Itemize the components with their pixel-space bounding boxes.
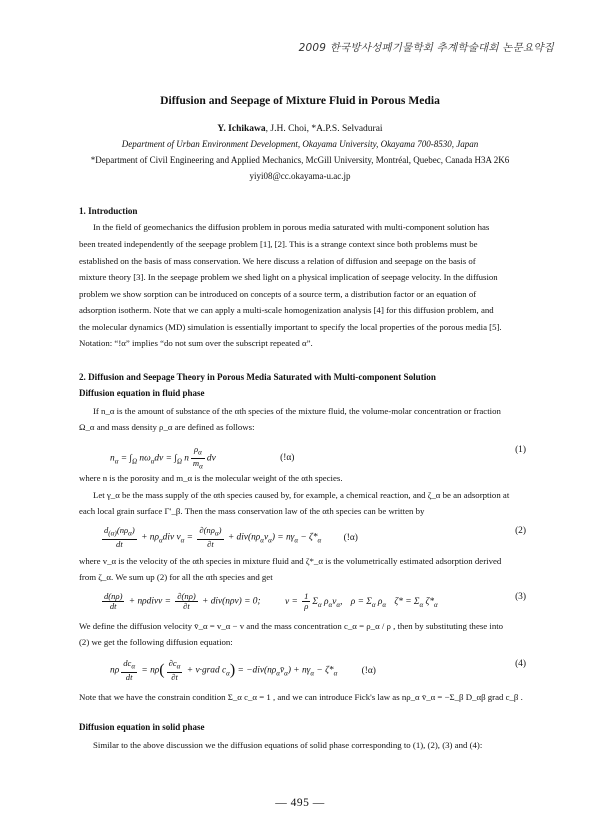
equation-4-number: (4) <box>515 659 526 669</box>
body-line: We define the diffusion velocity v̄_α = v_α − v and the mass concentration c_α = ρ_α / ρ , then by substituting these into <box>79 621 504 631</box>
solid-phase-subheading: Diffusion equation in solid phase <box>79 722 205 732</box>
section-2-heading: 2. Diffusion and Seepage Theory in Porous Media Saturated with Multi-component Solution <box>79 372 436 382</box>
affiliation-1: Department of Urban Environment Development, Okayama University, Okayama 700-8530, Japan <box>121 139 479 149</box>
equation-4-note: (!α) <box>361 665 376 676</box>
author-line <box>0 124 600 134</box>
intro-line: adsorption isotherm. Note that we can apply a multi-scale homogenization analysis [4] for this diffusion problem, and <box>79 305 494 315</box>
equation-1 <box>110 441 526 471</box>
body-line: from ζ_α. We sum up (2) for all the αth species and get <box>79 572 273 582</box>
body-line: where v_α is the velocity of the αth species in mixture fluid and ζ*_α is the volumetrically estimated adsorption derived <box>79 556 502 566</box>
equation-2-body: $\frac{d_{(\alpha)}(n\rho_\alpha)}{dt}$ + $n\rho_\alpha div$ $v_\alpha$ = $\frac{\partial(n\rho_\alpha)}{\partial t}$ + $div(n\rho_\alpha v_\alpha) = n\gamma_\alpha - \zeta*_\alpha$ (!α) <box>104 525 358 549</box>
proceedings-header: 2009 한국방사성폐기물학회 추계학술대회 논문요약집 <box>298 42 554 54</box>
equation-1-body: $n_\alpha = \int_\Omega$ $n\omega_\alpha dv = \int_\Omega$ n $\frac{\rho_\alpha}{m_\alpha}$ dv (!α) <box>110 444 295 471</box>
equation-4-body: nρ $\frac{dc_\alpha}{dt}$ = nρ( $\frac{\partial c_\alpha}{\partial t}$ + v·grad $c_\alpha$) = $-div(n\rho_\alpha v̄_\alpha) + n\gamma_\alpha - \zeta*_\alpha$ (!α) <box>110 658 376 682</box>
intro-line: established on the basis of mass conservation. We here discuss a relation of diffusion and seepage on the basis of <box>79 256 476 266</box>
affiliation-2: *Department of Civil Engineering and Applied Mechanics, McGill University, Montréal, Quebec, Canada H3A 2K6 <box>90 155 510 165</box>
intro-line: Notation: “!α” implies “do not sum over the subscript repeated α”. <box>79 338 313 348</box>
equation-1-number: (1) <box>515 445 526 455</box>
body-line: (2) we get the following diffusion equation: <box>79 637 233 647</box>
intro-line: the molecular dynamics (MD) simulation is essentially important to specify the local properties of the porous media [5]. <box>79 322 502 332</box>
intro-line: problem we show sorption can be introduced on concepts of a source term, a distribution factor or an equation of <box>79 289 477 299</box>
page-number: — 495 — <box>275 797 325 809</box>
contact-email: yiyi08@cc.okayama-u.ac.jp <box>249 171 351 181</box>
body-line: If n_α is the amount of substance of the αth species of the mixture fluid, the volume-molar concentration or fraction <box>93 406 501 416</box>
first-author: Y. Ichikawa <box>217 124 266 134</box>
fluid-phase-subheading: Diffusion equation in fluid phase <box>79 388 205 398</box>
body-line: each local grain surface Γ′_β. Then the mass conservation law of the αth species can be written by <box>79 506 425 516</box>
equation-3-body: $\frac{d(n\rho)}{dt}$ + nρdivv = $\frac{\partial(n\rho)}{\partial t}$ + div(nρv) = 0; v = $\frac{1}{\rho}$ $\Sigma_\alpha$ $\rho_\alpha v_\alpha$, $\rho = \Sigma_\alpha$ $\rho_\alpha$ $\zeta* = \Sigma_\alpha$ $\zeta*_\alpha$ <box>104 591 438 611</box>
paper-title: Diffusion and Seepage of Mixture Fluid in Porous Media <box>160 94 440 107</box>
intro-line: been treated independently of the seepage problem [1], [2]. This is a strange context since both problems must be <box>79 239 478 249</box>
intro-line: mixture theory [3]. In the seepage problem we shed light on a physical implication of seepage velocity. In the diffusion <box>79 272 498 282</box>
body-line: Note that we have the constrain condition Σ_α c_α = 1 , and we can introduce Fick's law as nρ_α v̄_α = −Σ_β D_αβ grad c_β . <box>79 692 523 702</box>
body-line: Similar to the above discussion we the diffusion equations of solid phase corresponding to (1), (2), (3) and (4): <box>93 740 483 750</box>
section-1-heading: 1. Introduction <box>79 206 138 216</box>
equation-1-note: (!α) <box>280 453 295 464</box>
equation-4 <box>110 655 526 682</box>
equation-2-note: (!α) <box>343 532 358 543</box>
intro-line: In the field of geomechanics the diffusion problem in porous media saturated with multi-component solution has <box>93 222 490 232</box>
equation-2 <box>100 522 526 549</box>
equation-3 <box>100 588 526 612</box>
equation-3-number: (3) <box>515 592 526 602</box>
co-authors: , J.H. Choi, *A.P.S. Selvadurai <box>265 124 383 134</box>
body-line: Let γ_α be the mass supply of the αth species caused by, for example, a chemical reaction, and ζ_α be an adsorption at <box>93 490 510 500</box>
body-line: Ω_α and mass density ρ_α are defined as follows: <box>79 422 255 432</box>
body-line: where n is the porosity and m_α is the molecular weight of the αth species. <box>79 473 343 483</box>
equation-2-number: (2) <box>515 526 526 536</box>
